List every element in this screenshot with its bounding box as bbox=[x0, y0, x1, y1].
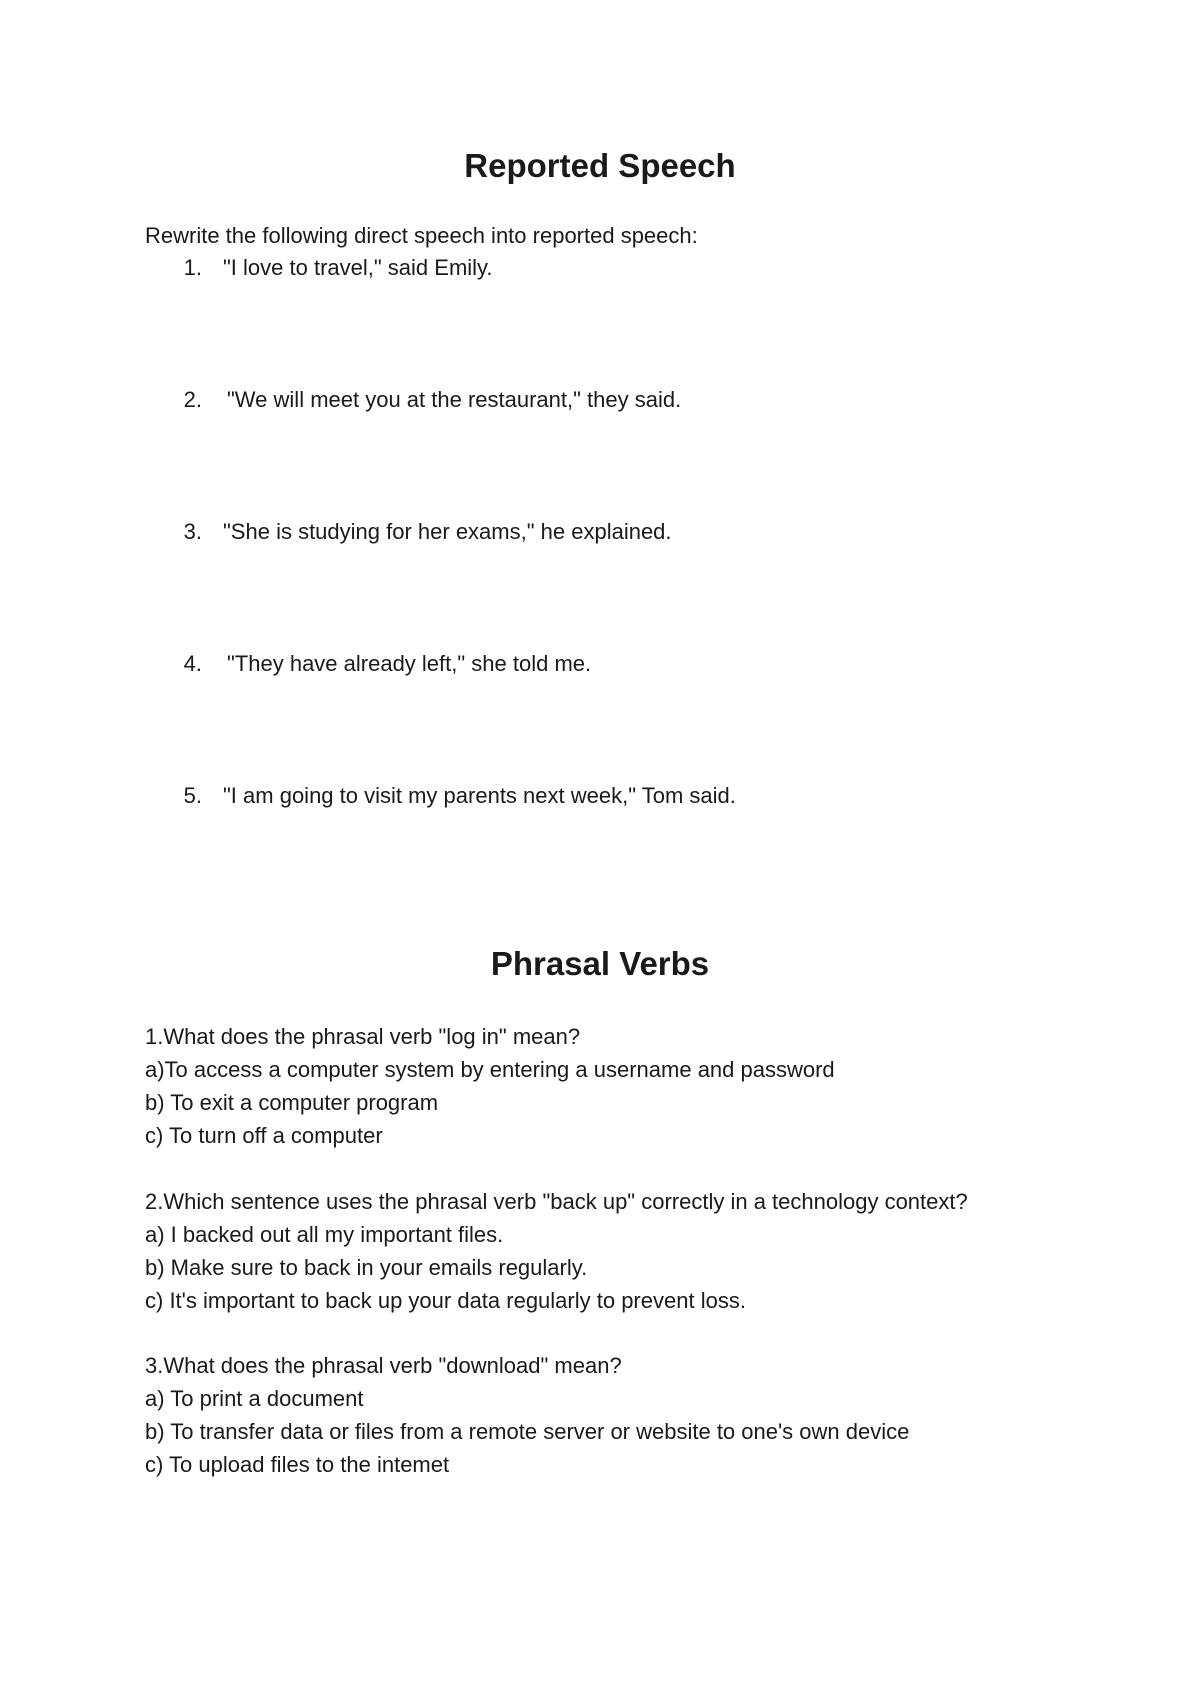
item-text: "We will meet you at the restaurant," they said. bbox=[227, 387, 682, 412]
answer-option: a)To access a computer system by entering a username and password bbox=[145, 1057, 835, 1082]
question-text: 2.Which sentence uses the phrasal verb "back up" correctly in a technology context? bbox=[145, 1189, 968, 1214]
answer-option: a) I backed out all my important files. bbox=[145, 1222, 504, 1247]
answer-option: b) Make sure to back in your emails regularly. bbox=[145, 1255, 588, 1280]
item-number: 4. bbox=[183, 651, 202, 676]
item-number: 2. bbox=[183, 387, 202, 412]
item-number: 3. bbox=[183, 519, 202, 544]
phrasal-verbs-title: Phrasal Verbs bbox=[490, 945, 710, 982]
answer-option: a) To print a document bbox=[145, 1386, 364, 1411]
item-text: "She is studying for her exams," he explained. bbox=[223, 519, 672, 544]
question-text: 3.What does the phrasal verb "download" mean? bbox=[145, 1353, 622, 1378]
item-text: "I love to travel," said Emily. bbox=[223, 255, 493, 280]
reported-speech-instruction: Rewrite the following direct speech into reported speech: bbox=[145, 223, 698, 248]
answer-option: b) To exit a computer program bbox=[145, 1090, 439, 1115]
item-text: "I am going to visit my parents next week," Tom said. bbox=[223, 783, 736, 808]
answer-option: c) To turn off a computer bbox=[145, 1123, 383, 1148]
item-number: 1. bbox=[183, 255, 202, 280]
item-number: 5. bbox=[183, 783, 202, 808]
question-text: 1.What does the phrasal verb "log in" mean? bbox=[145, 1024, 581, 1049]
answer-option: b) To transfer data or files from a remote server or website to one's own device bbox=[145, 1419, 910, 1444]
answer-option: c) To upload files to the intemet bbox=[145, 1452, 450, 1477]
answer-option: c) It's important to back up your data regularly to prevent loss. bbox=[145, 1288, 746, 1313]
reported-speech-title: Reported Speech bbox=[464, 147, 736, 184]
item-text: "They have already left," she told me. bbox=[227, 651, 592, 676]
